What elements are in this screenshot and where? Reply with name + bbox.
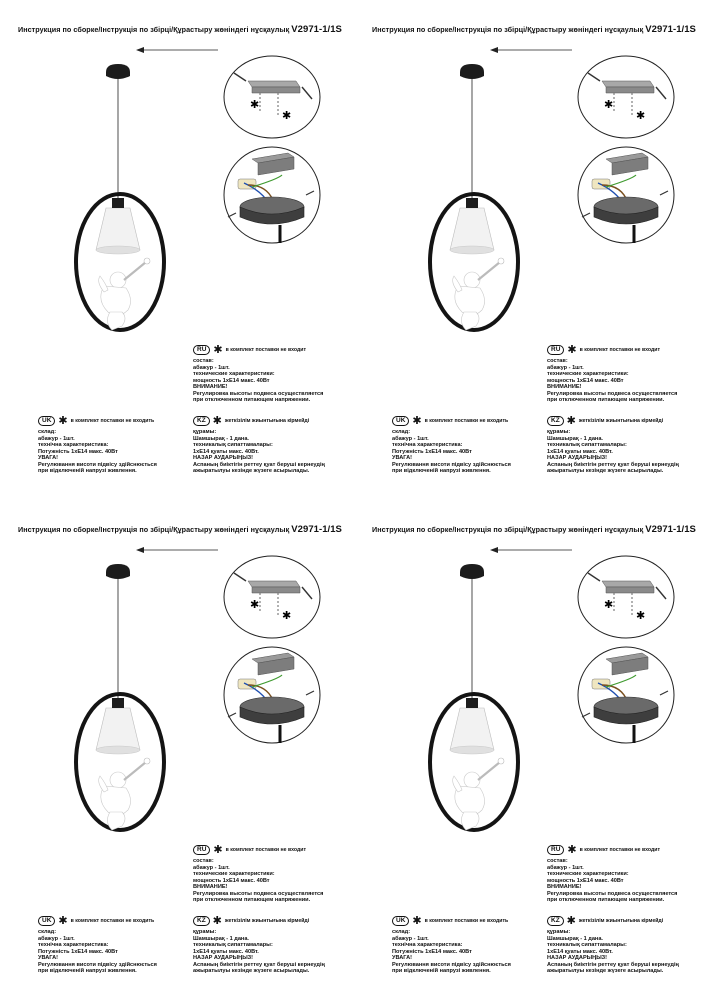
kz-composition-item: Шамшырақ - 1 дана.	[547, 435, 603, 442]
uk-composition-label: склад:	[392, 929, 411, 935]
uk-tech-value: Потужність 1хЕ14 макс. 40Вт	[38, 948, 118, 955]
kz-section	[193, 916, 325, 975]
ru-header	[193, 845, 323, 855]
ru-composition-item: абажур - 1шт.	[547, 864, 584, 871]
uk-warning-line-2: при відключеній напрузі живлення.	[38, 468, 137, 474]
asterisk-icon: ✱	[567, 344, 577, 356]
uk-composition-item: абажур - 1шт.	[38, 935, 75, 942]
uk-header	[392, 416, 511, 426]
kz-section	[547, 916, 679, 975]
uk-composition-label: склад:	[38, 429, 57, 435]
kz-composition-label: құрамы:	[193, 929, 217, 935]
kz-tech-value: 1хЕ14 қуаты макс. 40Вт.	[547, 448, 613, 455]
ru-warning-line-2: при отключенном питающем напряжении.	[547, 397, 665, 403]
asterisk-icon: ✱	[412, 415, 422, 427]
kz-warning-label: НАЗАР АУДАРЫҢЫЗ!	[547, 455, 608, 461]
kz-tech-label: техникалық сипаттамалары:	[547, 942, 627, 948]
instruction-sheet-bottom-right	[354, 500, 707, 1000]
uk-language-badge: UK	[392, 916, 409, 926]
ru-tech-label: технические характеристики:	[547, 871, 629, 877]
kz-section	[193, 416, 325, 475]
ceiling-bracket	[602, 581, 654, 587]
pointer-arrowhead	[136, 547, 144, 553]
asterisk-icon: ✱	[213, 844, 223, 856]
uk-warning-label: УВАГА!	[392, 955, 413, 961]
excluded-mark-2: ✱	[636, 109, 646, 122]
ru-warning-label: ВНИМАНИЕ!	[547, 884, 582, 890]
wiring-canopy-detail	[576, 645, 676, 745]
kz-warning-label: НАЗАР АУДАРЫҢЫЗ!	[193, 455, 254, 461]
model-number: V2971-1/1S	[645, 524, 696, 535]
asterisk-icon: ✱	[213, 344, 223, 356]
kz-composition-item: Шамшырақ - 1 дана.	[547, 935, 603, 942]
ru-tech-value: мощность 1хЕ14 макс. 40Вт	[193, 377, 270, 384]
uk-section	[38, 916, 157, 975]
uk-warning-label: УВАГА!	[38, 455, 59, 461]
ru-tech-value: мощность 1хЕ14 макс. 40Вт	[547, 877, 624, 884]
ru-language-badge: RU	[193, 845, 210, 855]
ru-composition-item: абажур - 1шт.	[547, 364, 584, 371]
kz-warning-line-2: ажыратылуы кезінде жүзеге асырылады.	[193, 968, 310, 974]
uk-excluded-note: в комплект поставки не входить	[70, 917, 155, 924]
pointer-arrowhead	[490, 547, 498, 553]
kz-warning-line-1: Аспаның биіктігін реттеу қуат беруші кернеудің	[547, 461, 679, 468]
kz-section	[547, 416, 679, 475]
uk-tech-label: технічна характеристика:	[392, 942, 463, 948]
pointer-arrowhead	[490, 47, 498, 53]
kz-language-badge: KZ	[193, 416, 210, 426]
ru-composition-item: абажур - 1шт.	[193, 864, 230, 871]
title-text: Инструкция по сборке/Інструкція по збірці/Құрастыру жөніндегі нұсқаулық	[18, 25, 292, 34]
kz-language-badge: KZ	[193, 916, 210, 926]
ru-excluded-note: в комплект поставки не входит	[225, 846, 307, 853]
ru-language-badge: RU	[547, 845, 564, 855]
ru-section	[547, 345, 677, 404]
ru-section	[193, 345, 323, 404]
uk-header	[38, 916, 157, 926]
ru-tech-value: мощность 1хЕ14 макс. 40Вт	[193, 877, 270, 884]
uk-composition-item: абажур - 1шт.	[392, 435, 429, 442]
uk-language-badge: UK	[392, 416, 409, 426]
uk-composition-item: абажур - 1шт.	[38, 435, 75, 442]
uk-warning-line-2: при відключеній напрузі живлення.	[38, 968, 137, 974]
excluded-mark-2: ✱	[282, 609, 292, 622]
ru-composition-label: состав:	[547, 858, 568, 864]
uk-warning-label: УВАГА!	[38, 955, 59, 961]
uk-warning-line-2: при відключеній напрузі живлення.	[392, 968, 491, 974]
kz-composition-label: құрамы:	[547, 929, 571, 935]
shade-bottom	[450, 746, 494, 754]
ru-language-badge: RU	[193, 345, 210, 355]
asterisk-icon: ✱	[58, 915, 68, 927]
wiring-canopy-detail	[222, 145, 322, 245]
ru-tech-label: технические характеристики:	[193, 371, 275, 377]
ceiling-canopy	[460, 64, 484, 79]
ru-warning-line-1: Регулировка высоты подвеса осуществляется	[547, 890, 678, 897]
ru-warning-line-1: Регулировка высоты подвеса осуществляется	[193, 390, 324, 397]
excluded-mark-1: ✱	[250, 598, 260, 611]
ru-excluded-note: в комплект поставки не входит	[579, 346, 661, 353]
ru-language-badge: RU	[547, 345, 564, 355]
ru-warning-line-2: при отключенном питающем напряжении.	[193, 897, 311, 903]
pointer-arrowhead	[136, 47, 144, 53]
instruction-sheet-top-left	[0, 0, 353, 500]
instruction-sheet-bottom-left	[0, 500, 353, 1000]
kz-warning-line-1: Аспаның биіктігін реттеу қуат беруші кернеудің	[193, 961, 325, 968]
kz-tech-label: техникалық сипаттамалары:	[193, 442, 273, 448]
ru-excluded-note: в комплект поставки не входит	[579, 846, 661, 853]
kz-warning-line-2: ажыратылуы кезінде жүзеге асырылады.	[547, 968, 664, 974]
kz-tech-value: 1хЕ14 қуаты макс. 40Вт.	[193, 448, 259, 455]
mounting-bracket-detail	[222, 555, 322, 639]
uk-tech-value: Потужність 1хЕ14 макс. 40Вт	[38, 448, 118, 455]
shade-bottom	[96, 746, 140, 754]
kz-header	[193, 916, 325, 926]
ceiling-canopy	[460, 564, 484, 579]
title-text: Инструкция по сборке/Інструкція по збірці/Құрастыру жөніндегі нұсқаулық	[372, 525, 646, 534]
ru-tech-value: мощность 1хЕ14 макс. 40Вт	[547, 377, 624, 384]
kz-composition-item: Шамшырақ - 1 дана.	[193, 435, 249, 442]
asterisk-icon: ✱	[212, 915, 222, 927]
kz-composition-label: құрамы:	[547, 429, 571, 435]
uk-tech-label: технічна характеристика:	[392, 442, 463, 448]
uk-section	[392, 916, 511, 975]
ru-excluded-note: в комплект поставки не входит	[225, 346, 307, 353]
kz-tech-value: 1хЕ14 қуаты макс. 40Вт.	[193, 948, 259, 955]
kz-excluded-note: жеткізілім жиынтығына кірмейді	[224, 917, 310, 924]
ru-warning-label: ВНИМАНИЕ!	[547, 384, 582, 390]
kz-warning-label: НАЗАР АУДАРЫҢЫЗ!	[193, 955, 254, 961]
ru-section	[193, 845, 323, 904]
mounting-bracket-detail	[576, 55, 676, 139]
ru-section	[547, 845, 677, 904]
mounting-bracket-detail	[222, 55, 322, 139]
kz-warning-line-1: Аспаның биіктігін реттеу қуат беруші кернеудің	[547, 961, 679, 968]
ru-header	[547, 845, 677, 855]
kz-header	[193, 416, 325, 426]
asterisk-icon: ✱	[212, 415, 222, 427]
uk-section	[38, 416, 157, 475]
lamp-socket	[466, 198, 478, 208]
kz-excluded-note: жеткізілім жиынтығына кірмейді	[578, 417, 664, 424]
shade-bottom	[96, 246, 140, 254]
uk-warning-line-1: Регулювання висоти підвісу здійснюється	[38, 961, 157, 968]
uk-section	[392, 416, 511, 475]
ru-header	[547, 345, 677, 355]
kz-tech-label: техникалық сипаттамалары:	[193, 942, 273, 948]
ru-composition-label: состав:	[193, 358, 214, 364]
ru-composition-label: состав:	[193, 858, 214, 864]
uk-warning-line-2: при відключеній напрузі живлення.	[392, 468, 491, 474]
excluded-mark-1: ✱	[604, 598, 614, 611]
kz-composition-item: Шамшырақ - 1 дана.	[193, 935, 249, 942]
ru-warning-label: ВНИМАНИЕ!	[193, 384, 228, 390]
lamp-socket	[112, 198, 124, 208]
uk-warning-label: УВАГА!	[392, 455, 413, 461]
uk-warning-line-1: Регулювання висоти підвісу здійснюється	[392, 461, 511, 468]
uk-warning-line-1: Регулювання висоти підвісу здійснюється	[38, 461, 157, 468]
uk-composition-label: склад:	[38, 929, 57, 935]
ru-warning-line-1: Регулировка высоты подвеса осуществляется	[547, 390, 678, 397]
kz-excluded-note: жеткізілім жиынтығына кірмейді	[578, 917, 664, 924]
uk-composition-item: абажур - 1шт.	[392, 935, 429, 942]
excluded-mark-2: ✱	[282, 109, 292, 122]
asterisk-icon: ✱	[567, 844, 577, 856]
ceiling-canopy	[106, 564, 130, 579]
ceiling-bracket	[248, 81, 300, 87]
kz-warning-line-1: Аспаның биіктігін реттеу қуат беруші кернеудің	[193, 461, 325, 468]
kz-language-badge: KZ	[547, 416, 564, 426]
model-number: V2971-1/1S	[645, 24, 696, 35]
asterisk-icon: ✱	[566, 915, 576, 927]
uk-excluded-note: в комплект поставки не входить	[424, 417, 509, 424]
ru-composition-item: абажур - 1шт.	[193, 364, 230, 371]
uk-tech-value: Потужність 1хЕ14 макс. 40Вт	[392, 948, 472, 955]
ru-header	[193, 345, 323, 355]
excluded-mark-2: ✱	[636, 609, 646, 622]
ceiling-canopy	[106, 64, 130, 79]
ru-warning-label: ВНИМАНИЕ!	[193, 884, 228, 890]
uk-tech-label: технічна характеристика:	[38, 442, 109, 448]
uk-tech-label: технічна характеристика:	[38, 942, 109, 948]
uk-language-badge: UK	[38, 416, 55, 426]
asterisk-icon: ✱	[566, 415, 576, 427]
lamp-socket	[112, 698, 124, 708]
kz-warning-line-2: ажыратылуы кезінде жүзеге асырылады.	[547, 468, 664, 474]
ru-tech-label: технические характеристики:	[193, 871, 275, 877]
kz-warning-line-2: ажыратылуы кезінде жүзеге асырылады.	[193, 468, 310, 474]
asterisk-icon: ✱	[58, 415, 68, 427]
kz-warning-label: НАЗАР АУДАРЫҢЫЗ!	[547, 955, 608, 961]
kz-tech-value: 1хЕ14 қуаты макс. 40Вт.	[547, 948, 613, 955]
wiring-canopy-detail	[222, 645, 322, 745]
mounting-bracket-detail	[576, 555, 676, 639]
uk-tech-value: Потужність 1хЕ14 макс. 40Вт	[392, 448, 472, 455]
kz-header	[547, 916, 679, 926]
title-text: Инструкция по сборке/Інструкція по збірці/Құрастыру жөніндегі нұсқаулық	[372, 25, 646, 34]
shade-bottom	[450, 246, 494, 254]
excluded-mark-1: ✱	[250, 98, 260, 111]
kz-composition-label: құрамы:	[193, 429, 217, 435]
ru-tech-label: технические характеристики:	[547, 371, 629, 377]
uk-excluded-note: в комплект поставки не входить	[70, 417, 155, 424]
instruction-sheet-top-right	[354, 0, 707, 500]
uk-composition-label: склад:	[392, 429, 411, 435]
asterisk-icon: ✱	[412, 915, 422, 927]
uk-language-badge: UK	[38, 916, 55, 926]
kz-tech-label: техникалық сипаттамалары:	[547, 442, 627, 448]
ru-warning-line-2: при отключенном питающем напряжении.	[193, 397, 311, 403]
uk-warning-line-1: Регулювання висоти підвісу здійснюється	[392, 961, 511, 968]
uk-excluded-note: в комплект поставки не входить	[424, 917, 509, 924]
kz-language-badge: KZ	[547, 916, 564, 926]
ru-composition-label: состав:	[547, 358, 568, 364]
lamp-socket	[466, 698, 478, 708]
uk-header	[392, 916, 511, 926]
ceiling-bracket	[602, 81, 654, 87]
kz-excluded-note: жеткізілім жиынтығына кірмейді	[224, 417, 310, 424]
title-text: Инструкция по сборке/Інструкція по збірці/Құрастыру жөніндегі нұсқаулық	[18, 525, 292, 534]
uk-header	[38, 416, 157, 426]
ru-warning-line-2: при отключенном питающем напряжении.	[547, 897, 665, 903]
ru-warning-line-1: Регулировка высоты подвеса осуществляется	[193, 890, 324, 897]
ceiling-bracket	[248, 581, 300, 587]
model-number: V2971-1/1S	[291, 524, 342, 535]
wiring-canopy-detail	[576, 145, 676, 245]
model-number: V2971-1/1S	[291, 24, 342, 35]
excluded-mark-1: ✱	[604, 98, 614, 111]
kz-header	[547, 416, 679, 426]
